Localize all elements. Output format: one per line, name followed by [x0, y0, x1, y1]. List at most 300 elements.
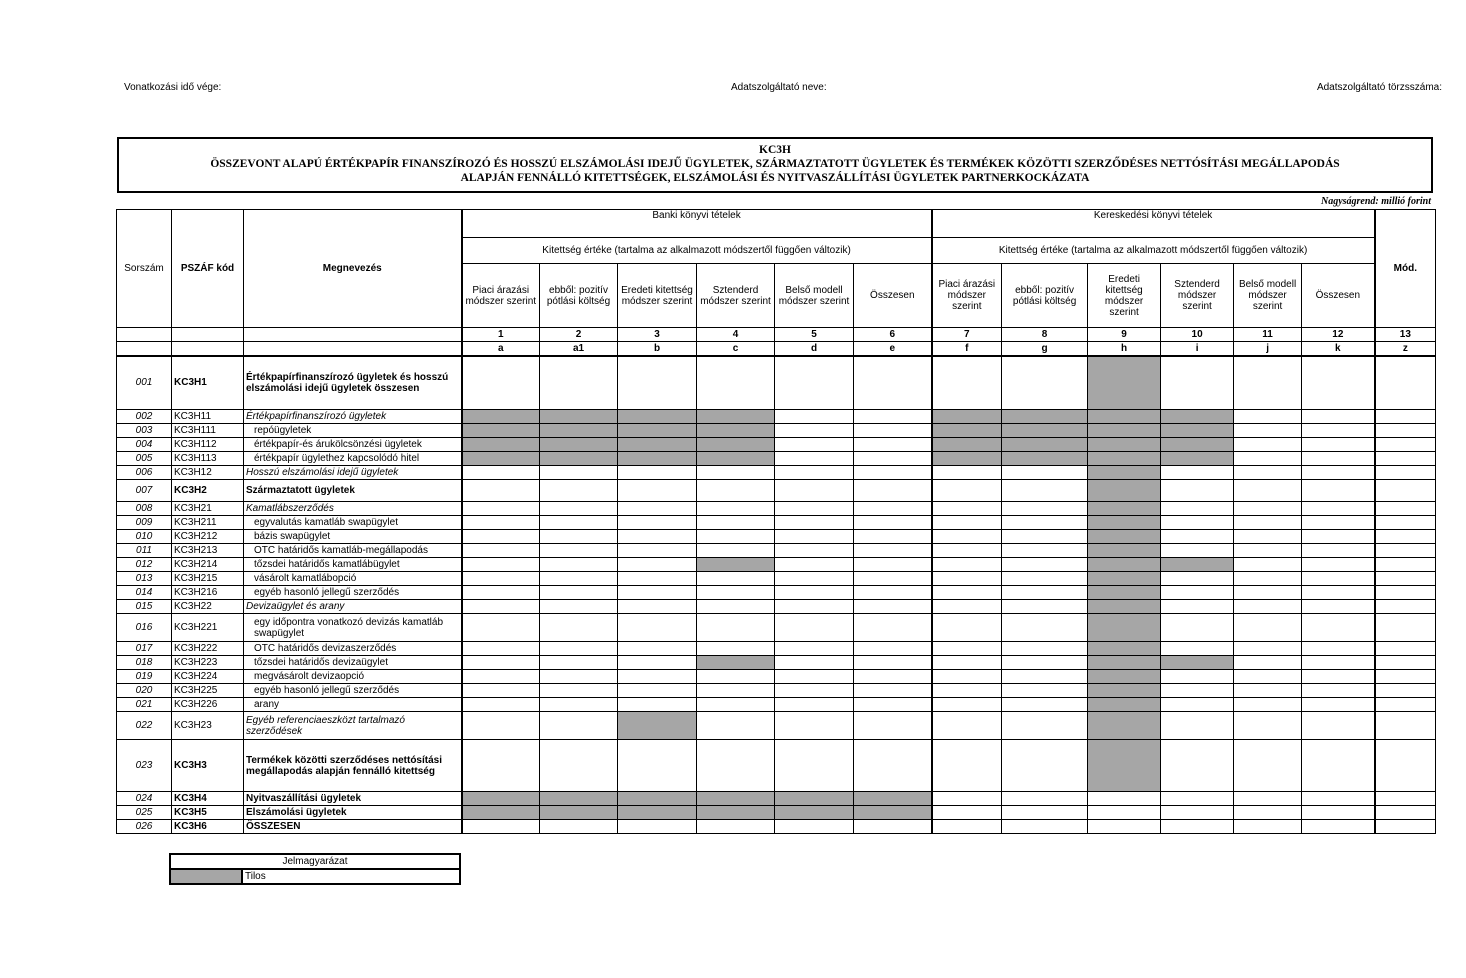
col-header-c: Sztenderd módszer szerint [697, 264, 775, 328]
value-cell-d[interactable] [775, 410, 854, 424]
row-code: KC3H216 [172, 586, 244, 600]
value-cell-z[interactable] [1375, 544, 1436, 558]
value-cell-k[interactable] [1302, 480, 1375, 502]
value-cell-f[interactable] [932, 600, 1002, 614]
legend-title: Jelmagyarázat [170, 854, 460, 869]
value-cell-b[interactable] [618, 530, 697, 544]
value-cell-z[interactable] [1375, 516, 1436, 530]
value-cell-e[interactable] [854, 670, 932, 684]
value-cell-d[interactable] [775, 480, 854, 502]
value-cell-a[interactable] [462, 356, 540, 410]
value-cell-d[interactable] [775, 424, 854, 438]
value-cell-h[interactable] [1088, 806, 1161, 820]
row-code: KC3H22 [172, 600, 244, 614]
value-cell-z[interactable] [1375, 438, 1436, 452]
value-cell-i [1161, 656, 1234, 670]
value-cell-a[interactable] [462, 656, 540, 670]
value-cell-a[interactable] [462, 466, 540, 480]
value-cell-g[interactable] [1002, 712, 1088, 740]
value-cell-c[interactable] [697, 740, 775, 792]
value-cell-e[interactable] [854, 656, 932, 670]
value-cell-k[interactable] [1302, 656, 1375, 670]
value-cell-g[interactable] [1002, 698, 1088, 712]
value-cell-e[interactable] [854, 356, 932, 410]
value-cell-a1[interactable] [540, 684, 618, 698]
value-cell-c[interactable] [697, 820, 775, 834]
value-cell-e[interactable] [854, 572, 932, 586]
value-cell-f[interactable] [932, 530, 1002, 544]
value-cell-c[interactable] [697, 572, 775, 586]
value-cell-a1[interactable] [540, 544, 618, 558]
value-cell-a[interactable] [462, 712, 540, 740]
value-cell-g[interactable] [1002, 586, 1088, 600]
value-cell-g[interactable] [1002, 656, 1088, 670]
value-cell-b[interactable] [618, 698, 697, 712]
value-cell-i[interactable] [1161, 698, 1234, 712]
value-cell-b[interactable] [618, 740, 697, 792]
value-cell-d[interactable] [775, 614, 854, 642]
value-cell-b[interactable] [618, 642, 697, 656]
col-number-11: 11 [1234, 328, 1302, 342]
value-cell-j[interactable] [1234, 740, 1302, 792]
value-cell-e[interactable] [854, 438, 932, 452]
row-number: 024 [117, 792, 172, 806]
value-cell-k[interactable] [1302, 502, 1375, 516]
value-cell-j[interactable] [1234, 480, 1302, 502]
value-cell-a1[interactable] [540, 656, 618, 670]
value-cell-g[interactable] [1002, 544, 1088, 558]
value-cell-z[interactable] [1375, 502, 1436, 516]
value-cell-d[interactable] [775, 642, 854, 656]
value-cell-f[interactable] [932, 516, 1002, 530]
value-cell-b[interactable] [618, 586, 697, 600]
value-cell-a[interactable] [462, 544, 540, 558]
value-cell-d[interactable] [775, 544, 854, 558]
value-cell-e[interactable] [854, 410, 932, 424]
value-cell-z[interactable] [1375, 452, 1436, 466]
value-cell-e[interactable] [854, 424, 932, 438]
value-cell-z[interactable] [1375, 572, 1436, 586]
col-letter-h: h [1088, 342, 1161, 356]
value-cell-z[interactable] [1375, 558, 1436, 572]
value-cell-d[interactable] [775, 698, 854, 712]
col-header-a: Piaci árazási módszer szerint [462, 264, 540, 328]
value-cell-z[interactable] [1375, 792, 1436, 806]
value-cell-f[interactable] [932, 656, 1002, 670]
value-cell-d[interactable] [775, 452, 854, 466]
value-cell-g[interactable] [1002, 740, 1088, 792]
value-cell-z[interactable] [1375, 410, 1436, 424]
value-cell-c[interactable] [697, 698, 775, 712]
value-cell-f[interactable] [932, 792, 1002, 806]
value-cell-a[interactable] [462, 572, 540, 586]
value-cell-a1[interactable] [540, 586, 618, 600]
value-cell-k[interactable] [1302, 438, 1375, 452]
value-cell-b[interactable] [618, 558, 697, 572]
value-cell-c[interactable] [697, 614, 775, 642]
value-cell-j[interactable] [1234, 516, 1302, 530]
col-number-9: 9 [1088, 328, 1161, 342]
value-cell-f[interactable] [932, 806, 1002, 820]
value-cell-a1[interactable] [540, 698, 618, 712]
value-cell-c[interactable] [697, 480, 775, 502]
value-cell-g [1002, 452, 1088, 466]
value-cell-e[interactable] [854, 600, 932, 614]
value-cell-a1[interactable] [540, 820, 618, 834]
value-cell-i[interactable] [1161, 614, 1234, 642]
col-number-8: 8 [1002, 328, 1088, 342]
value-cell-f[interactable] [932, 698, 1002, 712]
value-cell-d[interactable] [775, 502, 854, 516]
value-cell-b[interactable] [618, 516, 697, 530]
value-cell-b[interactable] [618, 684, 697, 698]
value-cell-c[interactable] [697, 356, 775, 410]
table-row [117, 712, 1436, 740]
value-cell-a1[interactable] [540, 356, 618, 410]
value-cell-e[interactable] [854, 452, 932, 466]
value-cell-e[interactable] [854, 558, 932, 572]
value-cell-j[interactable] [1234, 712, 1302, 740]
value-cell-a[interactable] [462, 558, 540, 572]
value-cell-j[interactable] [1234, 424, 1302, 438]
value-cell-k[interactable] [1302, 740, 1375, 792]
value-cell-e[interactable] [854, 516, 932, 530]
value-cell-b[interactable] [618, 544, 697, 558]
value-cell-i[interactable] [1161, 572, 1234, 586]
value-cell-z[interactable] [1375, 684, 1436, 698]
value-cell-e[interactable] [854, 544, 932, 558]
value-cell-d[interactable] [775, 656, 854, 670]
value-cell-j[interactable] [1234, 586, 1302, 600]
value-cell-c[interactable] [697, 516, 775, 530]
value-cell-g[interactable] [1002, 466, 1088, 480]
value-cell-f [932, 438, 1002, 452]
value-cell-a1[interactable] [540, 712, 618, 740]
value-cell-z[interactable] [1375, 740, 1436, 792]
value-cell-a1[interactable] [540, 642, 618, 656]
value-cell-c[interactable] [697, 466, 775, 480]
value-cell-a[interactable] [462, 670, 540, 684]
value-cell-c[interactable] [697, 642, 775, 656]
value-cell-g[interactable] [1002, 480, 1088, 502]
value-cell-k[interactable] [1302, 698, 1375, 712]
value-cell-i[interactable] [1161, 806, 1234, 820]
value-cell-j[interactable] [1234, 656, 1302, 670]
value-cell-a1[interactable] [540, 480, 618, 502]
row-number: 006 [117, 466, 172, 480]
row-number: 026 [117, 820, 172, 834]
value-cell-z[interactable] [1375, 480, 1436, 502]
value-cell-i[interactable] [1161, 642, 1234, 656]
value-cell-d[interactable] [775, 572, 854, 586]
value-cell-b[interactable] [618, 572, 697, 586]
value-cell-e[interactable] [854, 642, 932, 656]
value-cell-z[interactable] [1375, 712, 1436, 740]
value-cell-j[interactable] [1234, 558, 1302, 572]
value-cell-b[interactable] [618, 670, 697, 684]
value-cell-f[interactable] [932, 480, 1002, 502]
value-cell-f[interactable] [932, 614, 1002, 642]
value-cell-c[interactable] [697, 600, 775, 614]
value-cell-b[interactable] [618, 656, 697, 670]
value-cell-c[interactable] [697, 530, 775, 544]
value-cell-j[interactable] [1234, 698, 1302, 712]
value-cell-a1[interactable] [540, 740, 618, 792]
reference-period-label: Vonatkozási idő vége: [124, 82, 222, 93]
value-cell-j[interactable] [1234, 502, 1302, 516]
value-cell-a[interactable] [462, 586, 540, 600]
value-cell-a[interactable] [462, 480, 540, 502]
value-cell-k[interactable] [1302, 684, 1375, 698]
value-cell-g[interactable] [1002, 530, 1088, 544]
value-cell-j[interactable] [1234, 466, 1302, 480]
value-cell-a[interactable] [462, 614, 540, 642]
value-cell-z[interactable] [1375, 614, 1436, 642]
value-cell-i[interactable] [1161, 502, 1234, 516]
value-cell-e[interactable] [854, 480, 932, 502]
value-cell-b[interactable] [618, 502, 697, 516]
value-cell-k[interactable] [1302, 466, 1375, 480]
value-cell-b[interactable] [618, 600, 697, 614]
value-cell-z[interactable] [1375, 530, 1436, 544]
value-cell-d[interactable] [775, 684, 854, 698]
value-cell-a1[interactable] [540, 466, 618, 480]
value-cell-a1[interactable] [540, 670, 618, 684]
value-cell-k[interactable] [1302, 792, 1375, 806]
value-cell-k[interactable] [1302, 410, 1375, 424]
value-cell-g[interactable] [1002, 642, 1088, 656]
value-cell-k[interactable] [1302, 356, 1375, 410]
value-cell-a1[interactable] [540, 502, 618, 516]
value-cell-g[interactable] [1002, 806, 1088, 820]
value-cell-e[interactable] [854, 712, 932, 740]
row-number: 020 [117, 684, 172, 698]
value-cell-j[interactable] [1234, 642, 1302, 656]
value-cell-k[interactable] [1302, 586, 1375, 600]
row-name: értékpapír-és árukölcsönzési ügyletek [244, 438, 462, 452]
value-cell-a[interactable] [462, 516, 540, 530]
value-cell-j[interactable] [1234, 544, 1302, 558]
value-cell-z[interactable] [1375, 466, 1436, 480]
value-cell-k[interactable] [1302, 558, 1375, 572]
value-cell-g[interactable] [1002, 670, 1088, 684]
value-cell-e[interactable] [854, 820, 932, 834]
value-cell-b[interactable] [618, 820, 697, 834]
value-cell-j[interactable] [1234, 600, 1302, 614]
value-cell-j[interactable] [1234, 452, 1302, 466]
value-cell-g[interactable] [1002, 792, 1088, 806]
value-cell-z[interactable] [1375, 806, 1436, 820]
value-cell-h [1088, 712, 1161, 740]
value-cell-i[interactable] [1161, 516, 1234, 530]
value-cell-z[interactable] [1375, 670, 1436, 684]
value-cell-j[interactable] [1234, 614, 1302, 642]
value-cell-k[interactable] [1302, 712, 1375, 740]
value-cell-i[interactable] [1161, 600, 1234, 614]
row-code: KC3H223 [172, 656, 244, 670]
value-cell-f[interactable] [932, 670, 1002, 684]
value-cell-k[interactable] [1302, 642, 1375, 656]
value-cell-k[interactable] [1302, 806, 1375, 820]
value-cell-a[interactable] [462, 820, 540, 834]
value-cell-i[interactable] [1161, 670, 1234, 684]
row-code: KC3H226 [172, 698, 244, 712]
value-cell-i[interactable] [1161, 740, 1234, 792]
value-cell-f[interactable] [932, 544, 1002, 558]
value-cell-g[interactable] [1002, 558, 1088, 572]
value-cell-k[interactable] [1302, 452, 1375, 466]
value-cell-z[interactable] [1375, 642, 1436, 656]
value-cell-i[interactable] [1161, 466, 1234, 480]
value-cell-h[interactable] [1088, 792, 1161, 806]
value-cell-d[interactable] [775, 820, 854, 834]
value-cell-a1[interactable] [540, 600, 618, 614]
value-cell-i[interactable] [1161, 792, 1234, 806]
value-cell-z[interactable] [1375, 586, 1436, 600]
value-cell-z[interactable] [1375, 356, 1436, 410]
value-cell-j[interactable] [1234, 806, 1302, 820]
value-cell-j[interactable] [1234, 530, 1302, 544]
value-cell-g[interactable] [1002, 572, 1088, 586]
value-cell-f[interactable] [932, 466, 1002, 480]
value-cell-c[interactable] [697, 712, 775, 740]
row-name: Értékpapírfinanszírozó ügyletek és hosszú elszámolási idejű ügyletek összesen [244, 356, 462, 410]
value-cell-g[interactable] [1002, 820, 1088, 834]
value-cell-i[interactable] [1161, 356, 1234, 410]
value-cell-b[interactable] [618, 614, 697, 642]
value-cell-a[interactable] [462, 502, 540, 516]
value-cell-c[interactable] [697, 586, 775, 600]
value-cell-k[interactable] [1302, 544, 1375, 558]
value-cell-j[interactable] [1234, 792, 1302, 806]
value-cell-f[interactable] [932, 558, 1002, 572]
value-cell-e[interactable] [854, 586, 932, 600]
value-cell-z[interactable] [1375, 424, 1436, 438]
value-cell-f[interactable] [932, 356, 1002, 410]
value-cell-d[interactable] [775, 712, 854, 740]
value-cell-e[interactable] [854, 466, 932, 480]
value-cell-c[interactable] [697, 670, 775, 684]
value-cell-f[interactable] [932, 572, 1002, 586]
value-cell-j[interactable] [1234, 356, 1302, 410]
value-cell-k[interactable] [1302, 670, 1375, 684]
value-cell-g[interactable] [1002, 516, 1088, 530]
value-cell-d[interactable] [775, 438, 854, 452]
value-cell-e[interactable] [854, 614, 932, 642]
value-cell-d[interactable] [775, 600, 854, 614]
value-cell-i[interactable] [1161, 530, 1234, 544]
value-cell-g[interactable] [1002, 600, 1088, 614]
col-letter-c: c [697, 342, 775, 356]
value-cell-k[interactable] [1302, 530, 1375, 544]
value-cell-a1[interactable] [540, 572, 618, 586]
value-cell-a[interactable] [462, 684, 540, 698]
value-cell-a [462, 806, 540, 820]
value-cell-b[interactable] [618, 356, 697, 410]
value-cell-k[interactable] [1302, 614, 1375, 642]
value-cell-z[interactable] [1375, 698, 1436, 712]
value-cell-e[interactable] [854, 740, 932, 792]
value-cell-k[interactable] [1302, 820, 1375, 834]
value-cell-j[interactable] [1234, 410, 1302, 424]
row-number: 021 [117, 698, 172, 712]
value-cell-f[interactable] [932, 684, 1002, 698]
value-cell-h[interactable] [1088, 820, 1161, 834]
value-cell-b[interactable] [618, 480, 697, 502]
value-cell-j[interactable] [1234, 820, 1302, 834]
value-cell-k[interactable] [1302, 424, 1375, 438]
value-cell-a1[interactable] [540, 614, 618, 642]
value-cell-d[interactable] [775, 356, 854, 410]
row-number: 025 [117, 806, 172, 820]
value-cell-f[interactable] [932, 740, 1002, 792]
value-cell-a[interactable] [462, 642, 540, 656]
value-cell-c[interactable] [697, 544, 775, 558]
value-cell-e[interactable] [854, 684, 932, 698]
value-cell-z[interactable] [1375, 656, 1436, 670]
value-cell-g[interactable] [1002, 614, 1088, 642]
value-cell-c[interactable] [697, 684, 775, 698]
row-name: arany [244, 698, 462, 712]
value-cell-j[interactable] [1234, 684, 1302, 698]
value-cell-k[interactable] [1302, 572, 1375, 586]
value-cell-j[interactable] [1234, 572, 1302, 586]
value-cell-g[interactable] [1002, 684, 1088, 698]
value-cell-a[interactable] [462, 600, 540, 614]
value-cell-i[interactable] [1161, 480, 1234, 502]
value-cell-z[interactable] [1375, 600, 1436, 614]
value-cell-k[interactable] [1302, 516, 1375, 530]
value-cell-a[interactable] [462, 740, 540, 792]
value-cell-g[interactable] [1002, 502, 1088, 516]
value-cell-b[interactable] [618, 466, 697, 480]
value-cell-f[interactable] [932, 642, 1002, 656]
value-cell-j[interactable] [1234, 670, 1302, 684]
value-cell-i[interactable] [1161, 712, 1234, 740]
value-cell-k[interactable] [1302, 600, 1375, 614]
value-cell-c[interactable] [697, 502, 775, 516]
value-cell-a1[interactable] [540, 530, 618, 544]
sorszam-header: Sorszám [117, 210, 172, 328]
value-cell-j[interactable] [1234, 438, 1302, 452]
value-cell-f[interactable] [932, 502, 1002, 516]
value-cell-a[interactable] [462, 698, 540, 712]
value-cell-i[interactable] [1161, 586, 1234, 600]
value-cell-e[interactable] [854, 530, 932, 544]
value-cell-e[interactable] [854, 698, 932, 712]
value-cell-g[interactable] [1002, 356, 1088, 410]
value-cell-d[interactable] [775, 516, 854, 530]
value-cell-d[interactable] [775, 670, 854, 684]
value-cell-d[interactable] [775, 558, 854, 572]
value-cell-d[interactable] [775, 466, 854, 480]
value-cell-d[interactable] [775, 586, 854, 600]
value-cell-f[interactable] [932, 586, 1002, 600]
value-cell-i[interactable] [1161, 684, 1234, 698]
value-cell-a1[interactable] [540, 516, 618, 530]
value-cell-f[interactable] [932, 712, 1002, 740]
value-cell-d[interactable] [775, 530, 854, 544]
value-cell-i[interactable] [1161, 544, 1234, 558]
value-cell-a1[interactable] [540, 558, 618, 572]
value-cell-z[interactable] [1375, 820, 1436, 834]
value-cell-d[interactable] [775, 740, 854, 792]
value-cell-a[interactable] [462, 530, 540, 544]
value-cell-i[interactable] [1161, 820, 1234, 834]
value-cell-e[interactable] [854, 502, 932, 516]
value-cell-f[interactable] [932, 820, 1002, 834]
col-number-7: 7 [932, 328, 1002, 342]
